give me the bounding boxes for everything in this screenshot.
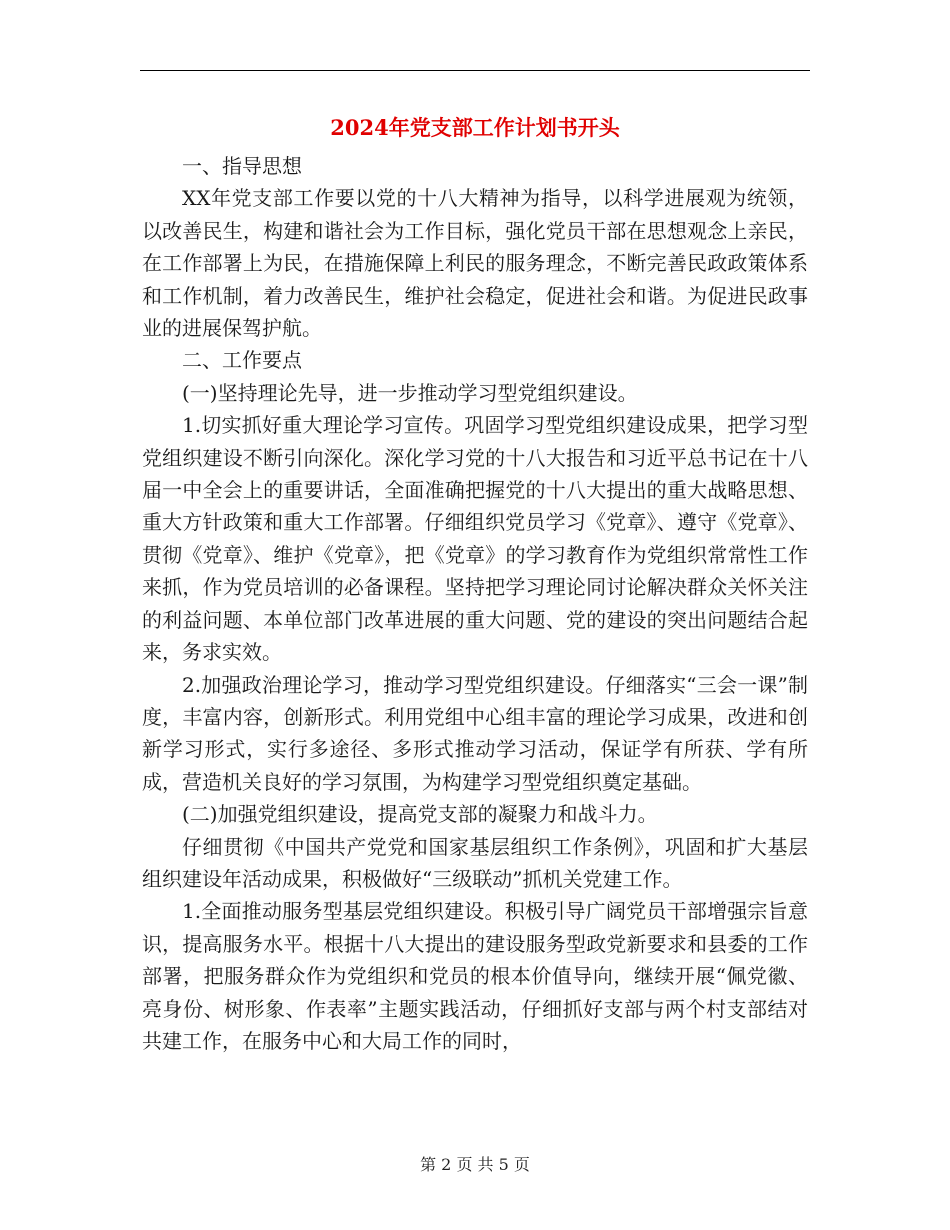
heading-guiding-ideology: 一、指导思想 [182,154,302,178]
subheading-theory-first: (一)坚持理论先导，进一步推动学习型党组织建设。 [182,380,638,405]
paragraph-theory-study: 1.切实抓好重大理论学习宣传。巩固学习型党组织建设成果，把学习型党组织建设不断引向深化。深化学习党的十八大报告和习近平总书记在十八届一中全会上的重要讲话，全面准确把握党的十八大提出的重大战略思想、重大方针政策和重大工作部署。仔细组织党员学习《党章》、遵守《党章》、贯彻《党章》、维护《党章》，把《党章》的学习教育作为党组织常常性工作来抓，作为党员培训的必备课程。坚持把学习理论同讨论解决群众关怀关注的利益问题、本单位部门改革进展的重大问题、党的建设的突出问题结合起来，务求实效。 [142,413,808,665]
header-rule [140,70,810,71]
subheading-party-organization: (二)加强党组织建设，提高党支部的凝聚力和战斗力。 [182,802,658,827]
paragraph-regulations: 仔细贯彻《中国共产党党和国家基层组织工作条例》，巩固和扩大基层组织建设年活动成果，积极做好“三级联动”抓机关党建工作。 [142,834,808,891]
paragraph-political-study: 2.加强政治理论学习，推动学习型党组织建设。仔细落实“三会一课”制度，丰富内容，创新形式。利用党组中心组丰富的理论学习成果，改进和创新学习形式，实行多途径、多形式推动学习活动，保证学有所获、学有所成，营造机关良好的学习氛围，为构建学习型党组织奠定基础。 [142,672,808,794]
paragraph-service-organization: 1.全面推动服务型基层党组织建设。积极引导广阔党员干部增强宗旨意识，提高服务水平。根据十八大提出的建设服务型政党新要求和县委的工作部署，把服务群众作为党组织和党员的根本价值导向，继续开展“佩党徽、亮身份、树形象、作表率”主题实践活动，仔细抓好支部与两个村支部结对共建工作，在服务中心和大局工作的同时， [142,899,808,1053]
document-body [142,112,808,1057]
page-number: 第 2 页 共 5 页 [420,1155,530,1174]
heading-work-points: 二、工作要点 [182,348,302,373]
paragraph-guiding-ideology: XX年党支部工作要以党的十八大精神为指导，以科学进展观为统领，以改善民生，构建和谐社会为工作目标，强化党员干部在思想观念上亲民，在工作部署上为民，在措施保障上利民的服务理念，不断完善民政政策体系和工作机制，着力改善民生，维护社会稳定，促进社会和谐。为促进民政事业的进展保驾护航。 [142,186,808,341]
document-title: 2024年党支部工作计划书开头 [330,115,620,140]
